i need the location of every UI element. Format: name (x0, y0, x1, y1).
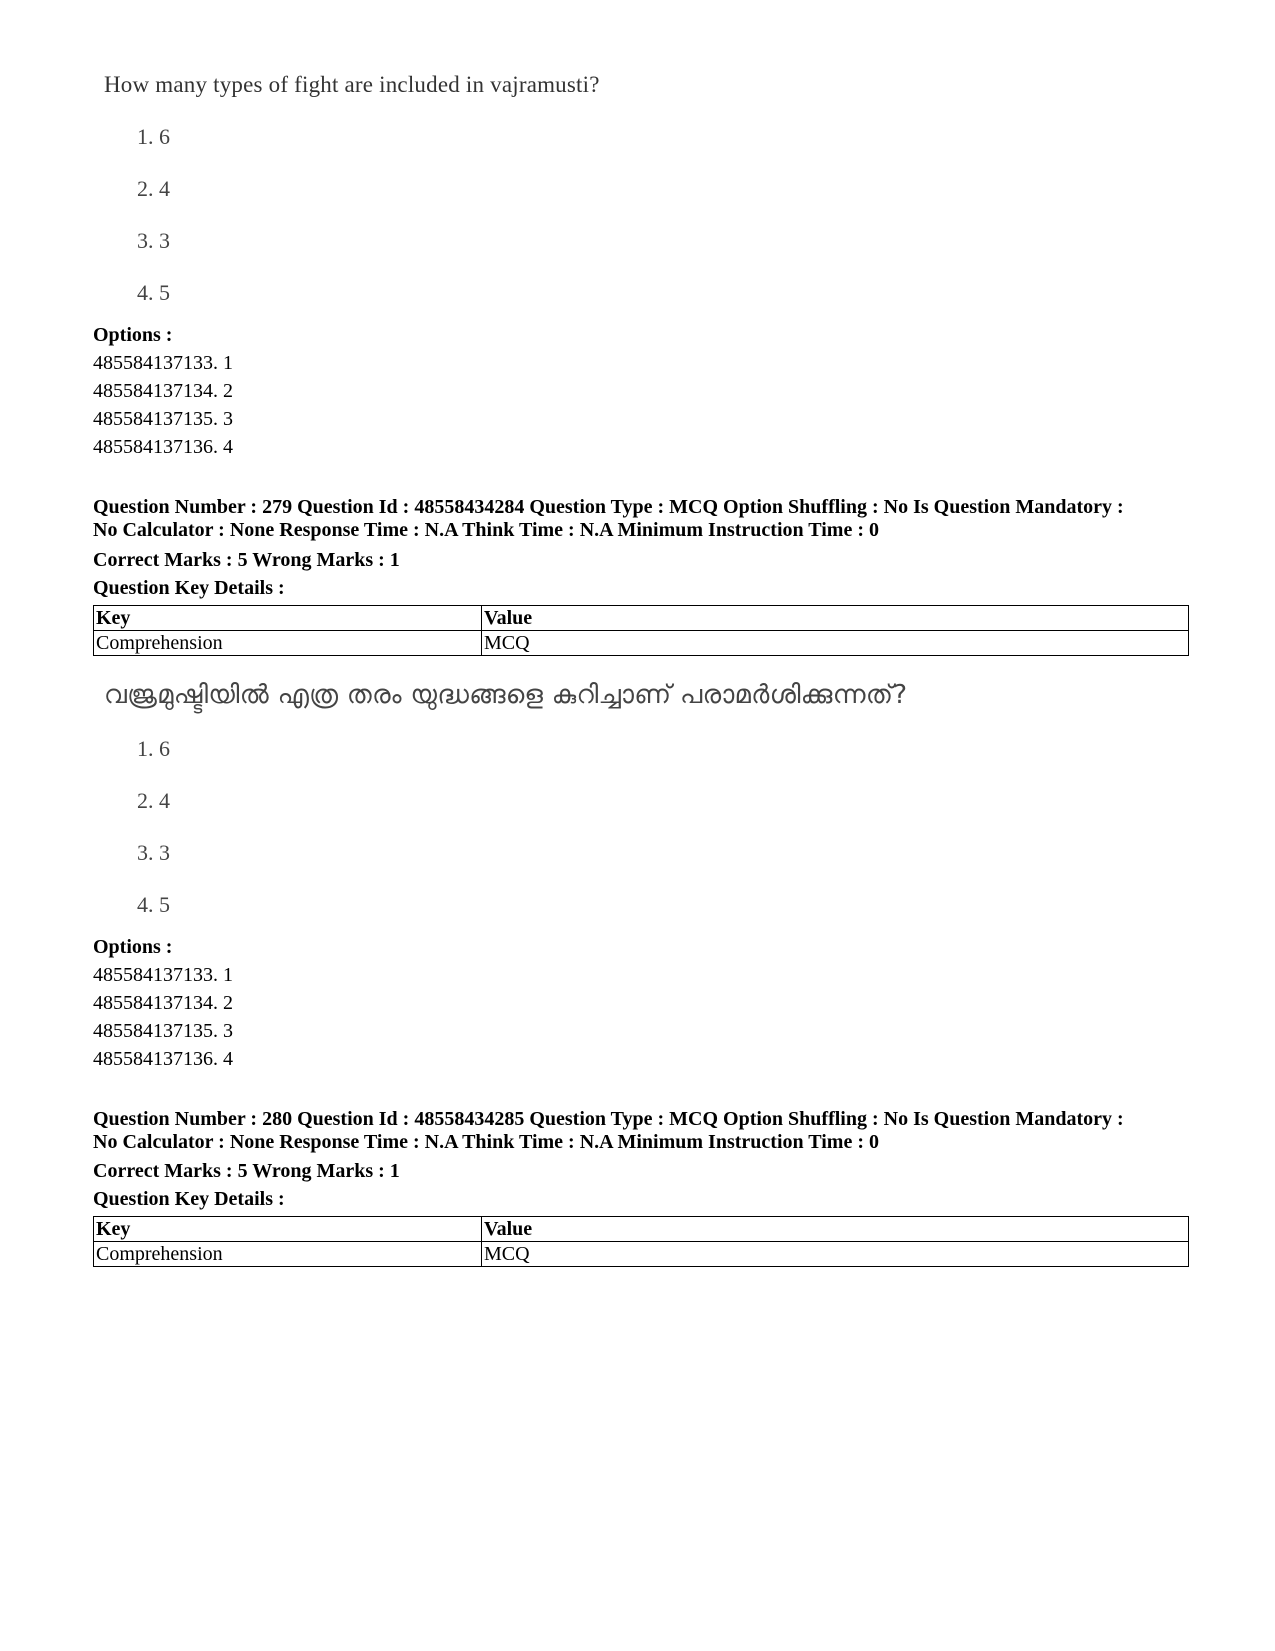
marks-line: Correct Marks : 5 Wrong Marks : 1 (93, 1160, 400, 1182)
header-key: Key (94, 1217, 482, 1242)
option-item: 485584137134. 2 (93, 380, 233, 402)
choice-item: 3. 3 (137, 228, 170, 253)
options-heading: Options : (93, 324, 173, 346)
question-text: വജ്രമുഷ്ടിയിൽ എത്ര തരം യുദ്ധങ്ങളെ കുറിച്ചാണ് പരാമർശിക്കുന്നത്? (104, 680, 908, 710)
choice-item: 4. 5 (137, 892, 170, 917)
key-details-table (93, 1216, 1189, 1267)
marks-line: Correct Marks : 5 Wrong Marks : 1 (93, 549, 400, 571)
key-details-heading: Question Key Details : (93, 1188, 285, 1210)
option-item: 485584137134. 2 (93, 992, 233, 1014)
table-header-row (94, 606, 1189, 631)
options-heading: Options : (93, 936, 173, 958)
question-meta (93, 1108, 1193, 1154)
cell-value: MCQ (482, 631, 1189, 656)
meta-line-1: Question Number : 280 Question Id : 48558434285 Question Type : MCQ Option Shuffling : No Is Question Mandatory : (93, 1108, 1124, 1130)
option-item: 485584137133. 1 (93, 352, 233, 374)
options-list (93, 933, 233, 1073)
option-item: 485584137136. 4 (93, 436, 233, 458)
header-key: Key (94, 606, 482, 631)
option-item: 485584137135. 3 (93, 408, 233, 430)
table-row (94, 1242, 1189, 1267)
header-value: Value (482, 1217, 1189, 1242)
question-image-english (104, 72, 600, 305)
table-row (94, 631, 1189, 656)
meta-line-2: No Calculator : None Response Time : N.A Think Time : N.A Minimum Instruction Time : 0 (93, 519, 879, 541)
option-item: 485584137136. 4 (93, 1048, 233, 1070)
choice-item: 4. 5 (137, 280, 170, 305)
key-details-table (93, 605, 1189, 656)
choice-item: 1. 6 (137, 736, 170, 761)
option-item: 485584137133. 1 (93, 964, 233, 986)
header-value: Value (482, 606, 1189, 631)
choice-item: 2. 4 (137, 788, 170, 813)
cell-key: Comprehension (94, 631, 482, 656)
question-image-malayalam (104, 680, 908, 917)
meta-line-1: Question Number : 279 Question Id : 48558434284 Question Type : MCQ Option Shuffling : No Is Question Mandatory : (93, 496, 1124, 518)
question-text: How many types of fight are included in vajramusti? (104, 72, 600, 97)
key-details-heading: Question Key Details : (93, 577, 285, 599)
choice-item: 1. 6 (137, 124, 170, 149)
question-meta (93, 496, 1193, 542)
choice-item: 2. 4 (137, 176, 170, 201)
table-header-row (94, 1217, 1189, 1242)
meta-line-2: No Calculator : None Response Time : N.A Think Time : N.A Minimum Instruction Time : 0 (93, 1131, 879, 1153)
options-list (93, 321, 233, 461)
cell-value: MCQ (482, 1242, 1189, 1267)
option-item: 485584137135. 3 (93, 1020, 233, 1042)
choice-item: 3. 3 (137, 840, 170, 865)
cell-key: Comprehension (94, 1242, 482, 1267)
